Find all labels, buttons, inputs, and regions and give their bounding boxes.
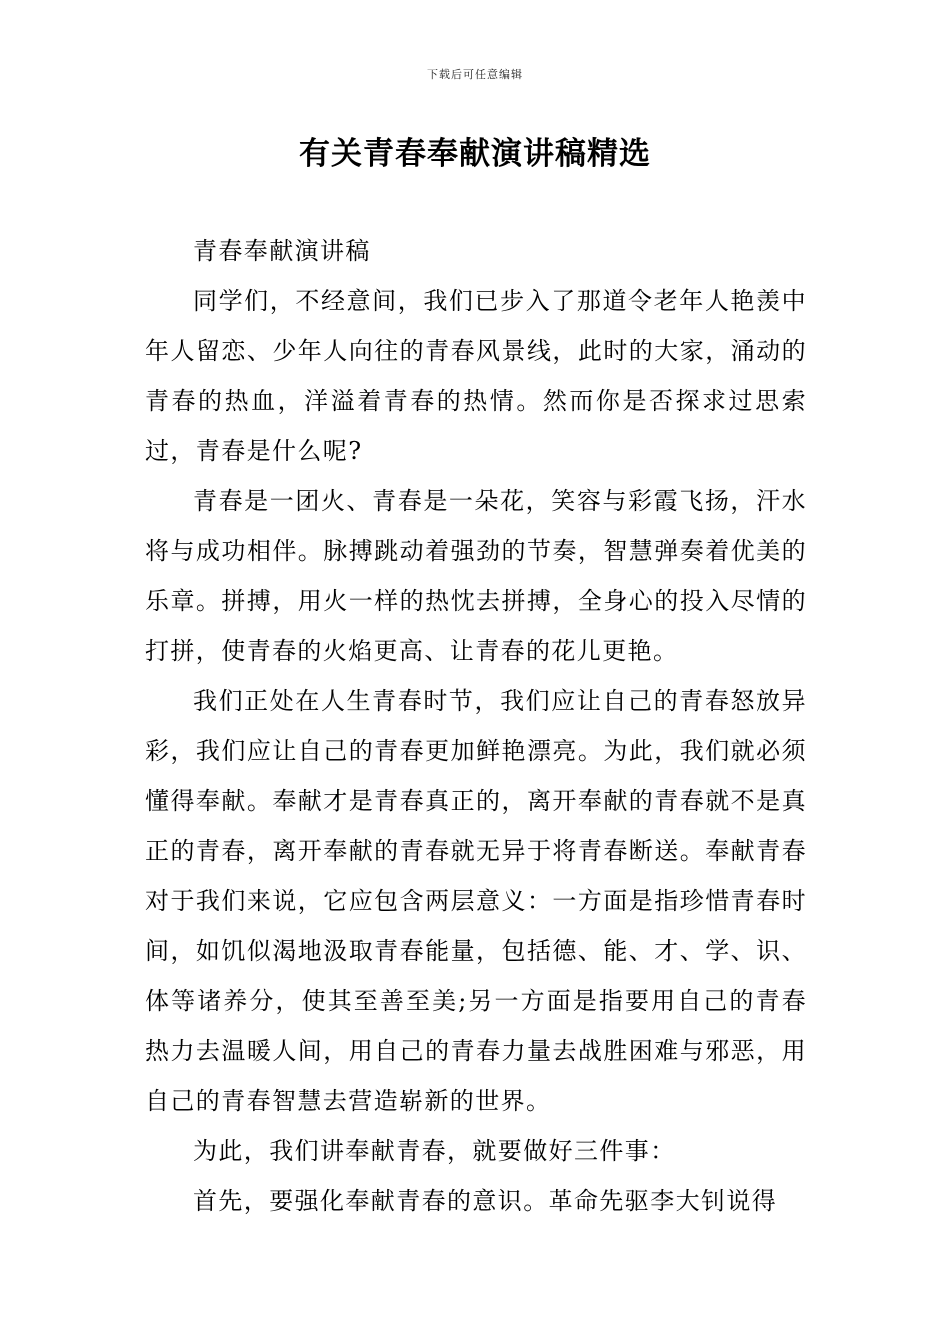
paragraph: 青春是一团火、青春是一朵花，笑容与彩霞飞扬，汗水将与成功相伴。脉搏跳动着强劲的节奏，智慧弹奏着优美的乐章。拼搏，用火一样的热忱去拼搏，全身心的投入尽情的打拼，使青春的火焰更高、让青春的花儿更艳。: [145, 487, 807, 665]
header-note: 下载后可任意编辑: [427, 68, 523, 81]
paragraph: 首先，要强化奉献青春的意识。革命先驱李大钊说得: [193, 1187, 778, 1215]
paragraph-subtitle: 青春奉献演讲稿: [193, 237, 371, 265]
paragraph: 我们正处在人生青春时节，我们应让自己的青春怒放异彩，我们应让自己的青春更加鲜艳漂亮。为此，我们就必须懂得奉献。奉献才是青春真正的，离开奉献的青春就不是真正的青春，离开奉献的青春就无异于将青春断送。奉献青春对于我们来说，它应包含两层意义：一方面是指珍惜青春时间，如饥似渴地汲取青春能量，包括德、能、才、学、识、体等诸养分，使其至善至美;另一方面是指要用自己的青春热力去温暖人间，用自己的青春力量去战胜困难与邪恶，用自己的青春智慧去营造崭新的世界。: [145, 687, 807, 1115]
document-title: 有关青春奉献演讲稿精选: [299, 136, 651, 172]
paragraph: 同学们，不经意间，我们已步入了那道令老年人艳羡中年人留恋、少年人向往的青春风景线，此时的大家，涌动的青春的热血，洋溢着青春的热情。然而你是否探求过思索过，青春是什么呢?: [145, 287, 807, 465]
document-body: [145, 226, 807, 1226]
paragraph: 为此，我们讲奉献青春，就要做好三件事：: [193, 1137, 676, 1165]
